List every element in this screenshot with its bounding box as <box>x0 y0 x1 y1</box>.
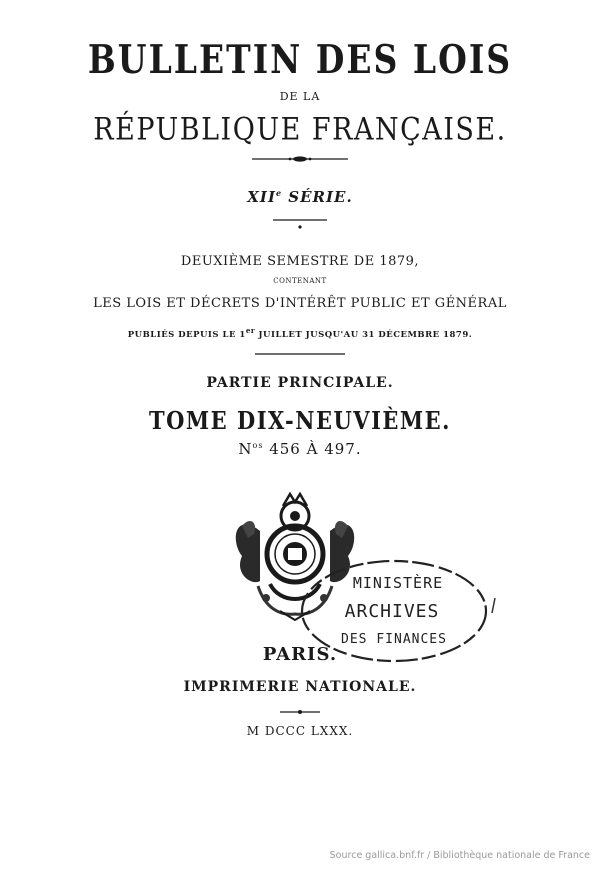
printer-label: IMPRIMERIE NATIONALE. <box>183 679 417 695</box>
published-ordinal: er <box>245 326 256 335</box>
numbers-prefix: N <box>238 440 253 458</box>
containing-label: CONTENANT <box>273 277 327 285</box>
bulletin-title: BULLETIN DES LOIS <box>87 36 513 83</box>
numbers-suffix: os <box>252 441 264 450</box>
stamp-top-text: MINISTÈRE <box>352 574 444 592</box>
series-number: XII <box>247 188 276 206</box>
semester-line: DEUXIÈME SEMESTRE DE 1879, <box>180 254 420 269</box>
published-end: JUILLET JUSQU'AU 31 DÉCEMBRE 1879. <box>255 329 473 340</box>
small-ornamental-rule <box>280 707 320 717</box>
title-connector: DE LA <box>279 90 321 103</box>
source-credit: Source gallica.bnf.fr / Bibliothèque nationale de France <box>329 850 590 861</box>
stamp-bottom-text: DES FINANCES <box>341 632 447 647</box>
stamp-center-text: ARCHIVES <box>344 601 440 622</box>
city-label: PARIS. <box>262 644 338 665</box>
separator-rule <box>255 352 345 356</box>
series-label <box>0 188 600 206</box>
published-start: PUBLIÉS DEPUIS LE 1 <box>127 329 246 340</box>
issue-numbers <box>0 440 600 458</box>
ornamental-rule <box>250 154 350 164</box>
series-word: SÉRIE. <box>282 188 353 206</box>
volume-label: TOME DIX-NEUVIÈME. <box>149 406 451 435</box>
numbers-range: 456 À 497. <box>263 440 362 458</box>
laws-decrees-line: LES LOIS ET DÉCRETS D'INTÉRÊT PUBLIC ET GÉNÉRAL <box>93 296 507 311</box>
publication-year: M DCCC LXXX. <box>246 724 354 738</box>
published-dates-line <box>0 326 600 340</box>
short-rule <box>273 218 327 232</box>
republic-title: RÉPUBLIQUE FRANÇAISE. <box>93 112 507 148</box>
part-label: PARTIE PRINCIPALE. <box>206 375 394 391</box>
series-suffix: e <box>275 188 283 198</box>
